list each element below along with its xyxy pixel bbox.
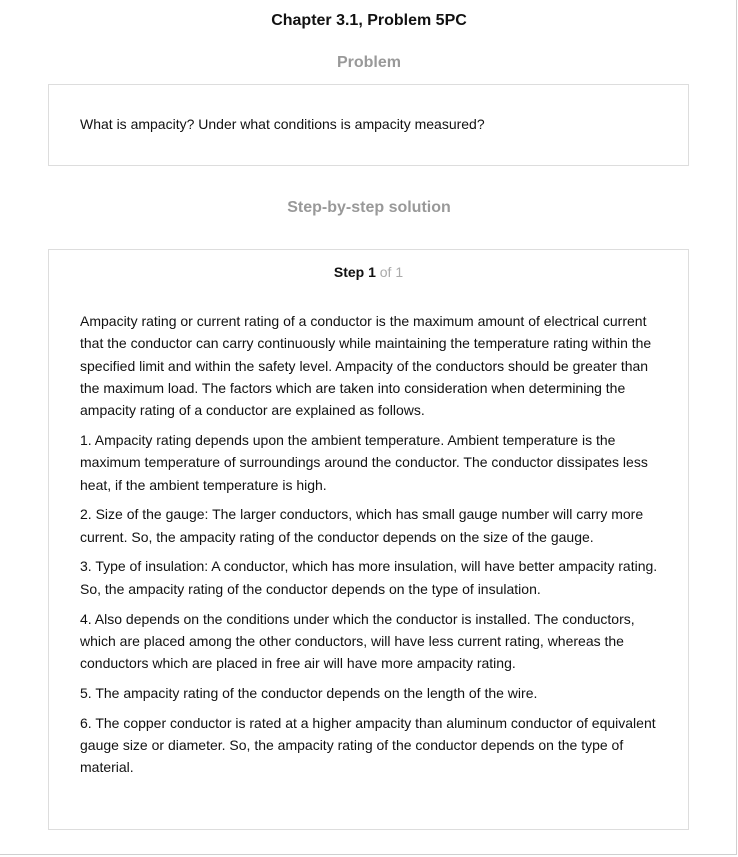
page-title: Chapter 3.1, Problem 5PC: [271, 12, 467, 29]
solution-paragraph-2: 2. Size of the gauge: The larger conductors, which has small gauge number will carry more current. So, the ampacity rating of the conductor depends on the size of the gauge.: [80, 506, 644, 545]
problem-heading: Problem: [336, 54, 401, 71]
problem-text: What is ampacity? Under what conditions is ampacity measured?: [80, 116, 485, 132]
solution-paragraph-4: 4. Also depends on the conditions under which the conductor is installed. The conductors, which are placed among the other conductors, will have less current rating, whereas the conductors which are placed in free air will have more ampacity rating.: [80, 610, 635, 672]
step-count: of 1: [379, 264, 404, 280]
step-header: [49, 264, 688, 280]
solution-paragraph-6: 6. The copper conductor is rated at a higher ampacity than aluminum conductor of equivalent gauge size or diameter. So, the ampacity rating of the conductor depends on the type of material.: [80, 714, 656, 776]
solution-paragraph-5: 5. The ampacity rating of the conductor depends on the length of the wire.: [80, 684, 538, 701]
solution-paragraph-3: 3. Type of insulation: A conductor, which has more insulation, will have better ampacity rating. So, the ampacity rating of the conductor depends on the type of insulation.: [80, 558, 658, 597]
solution-heading: Step-by-step solution: [287, 199, 451, 216]
step-content: [80, 310, 660, 786]
step-label: Step 1: [333, 264, 376, 280]
solution-paragraph-1: 1. Ampacity rating depends upon the ambient temperature. Ambient temperature is the maximum temperature of surroundings around the conductor. The conductor dissipates less heat, if the ambient temperature is high.: [80, 431, 648, 493]
solution-box: [48, 249, 689, 830]
problem-box: [48, 84, 689, 166]
solution-paragraph-intro: Ampacity rating or current rating of a conductor is the maximum amount of electrical current that the conductor can carry continuously while maintaining the temperature rating within the specified limit and within the safety level. Ampacity of the conductors should be greater than the maximum load. The factors which are taken into consideration when determining the ampacity rating of a conductor are explained as follows.: [80, 313, 652, 419]
